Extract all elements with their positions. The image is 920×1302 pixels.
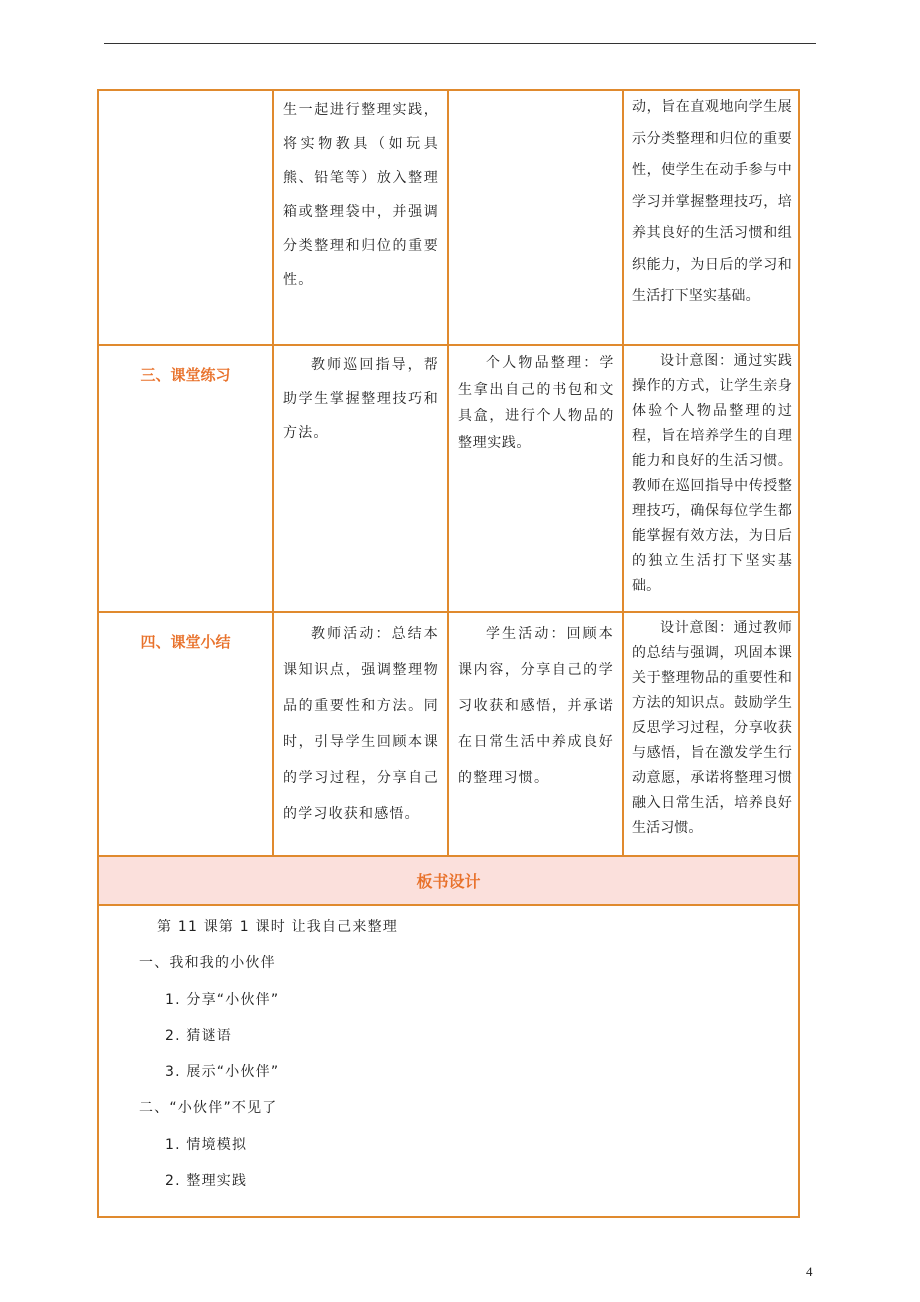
board-list-item: 3. 展示“小伙伴”: [165, 1064, 280, 1081]
table-row: [98, 90, 799, 345]
student-activity-text: [449, 91, 622, 93]
teacher-activity-text: 教师活动：总结本课知识点，强调整理物品的重要性和方法。同时，引导学生回顾本课的学习过程，分享自己的学习收获和感悟。: [283, 626, 439, 822]
board-section-heading: 一、我和我的小伙伴: [139, 955, 276, 972]
student-activity-cell: [448, 345, 623, 612]
student-activity-cell: [448, 90, 623, 345]
teacher-activity-cell: [273, 90, 448, 345]
table-row: [98, 345, 799, 612]
design-intent-cell: [623, 90, 799, 345]
board-design-title: 板书设计: [98, 856, 799, 905]
student-activity-cell: [448, 612, 623, 856]
board-design-content: [98, 905, 799, 1217]
design-intent-text: 设计意图：通过实践操作的方式，让学生亲身体验个人物品整理的过程，旨在培养学生的自理能力和良好的生活习惯。教师在巡回指导中传授整理技巧，确保每位学生都能掌握有效方法，为日后的独立生活打下坚实基础。: [632, 353, 792, 594]
stage-cell: [98, 90, 273, 345]
stage-cell: 三、课堂练习: [98, 345, 273, 612]
design-intent-text: 动，旨在直观地向学生展示分类整理和归位的重要性，使学生在动手参与中学习并掌握整理技巧，培养其良好的生活习惯和组织能力，为日后的学习和生活打下坚实基础。: [632, 99, 792, 304]
teacher-activity-text: 教师巡回指导，帮助学生掌握整理技巧和方法。: [283, 357, 439, 441]
lesson-plan-table: [97, 89, 800, 1218]
student-activity-text: 个人物品整理：学生拿出自己的书包和文具盒，进行个人物品的整理实践。: [458, 355, 614, 451]
table-row: [98, 612, 799, 856]
design-intent-text: 设计意图：通过教师的总结与强调，巩固本课关于整理物品的重要性和方法的知识点。鼓励学生反思学习过程，分享收获与感悟，旨在激发学生行动意愿，承诺将整理习惯融入日常生活，培养良好生活习惯。: [632, 620, 792, 836]
board-list-item: 2. 整理实践: [165, 1173, 248, 1190]
design-intent-cell: [623, 345, 799, 612]
board-section-heading: 二、“小伙伴”不见了: [139, 1100, 278, 1117]
board-list-item: 1. 分享“小伙伴”: [165, 991, 280, 1008]
board-body-row: [98, 905, 799, 1217]
teacher-activity-cell: [273, 345, 448, 612]
page-number: 4: [806, 1264, 813, 1279]
board-list-item: 2. 猜谜语: [165, 1027, 233, 1044]
board-lesson-title: 第 11 课第 1 课时 让我自己来整理: [157, 919, 398, 935]
teacher-activity-text: 生一起进行整理实践，将实物教具（如玩具熊、铅笔等）放入整理箱或整理袋中，并强调分类整理和归位的重要性。: [283, 102, 439, 288]
teacher-activity-cell: [273, 612, 448, 856]
design-intent-cell: [623, 612, 799, 856]
stage-cell: 四、课堂小结: [98, 612, 273, 856]
student-activity-text: 学生活动：回顾本课内容，分享自己的学习收获和感悟，并承诺在日常生活中养成良好的整理习惯。: [458, 626, 614, 786]
board-title-row: [98, 856, 799, 905]
board-list-item: 1. 情境模拟: [165, 1136, 248, 1153]
header-rule: [104, 43, 816, 44]
